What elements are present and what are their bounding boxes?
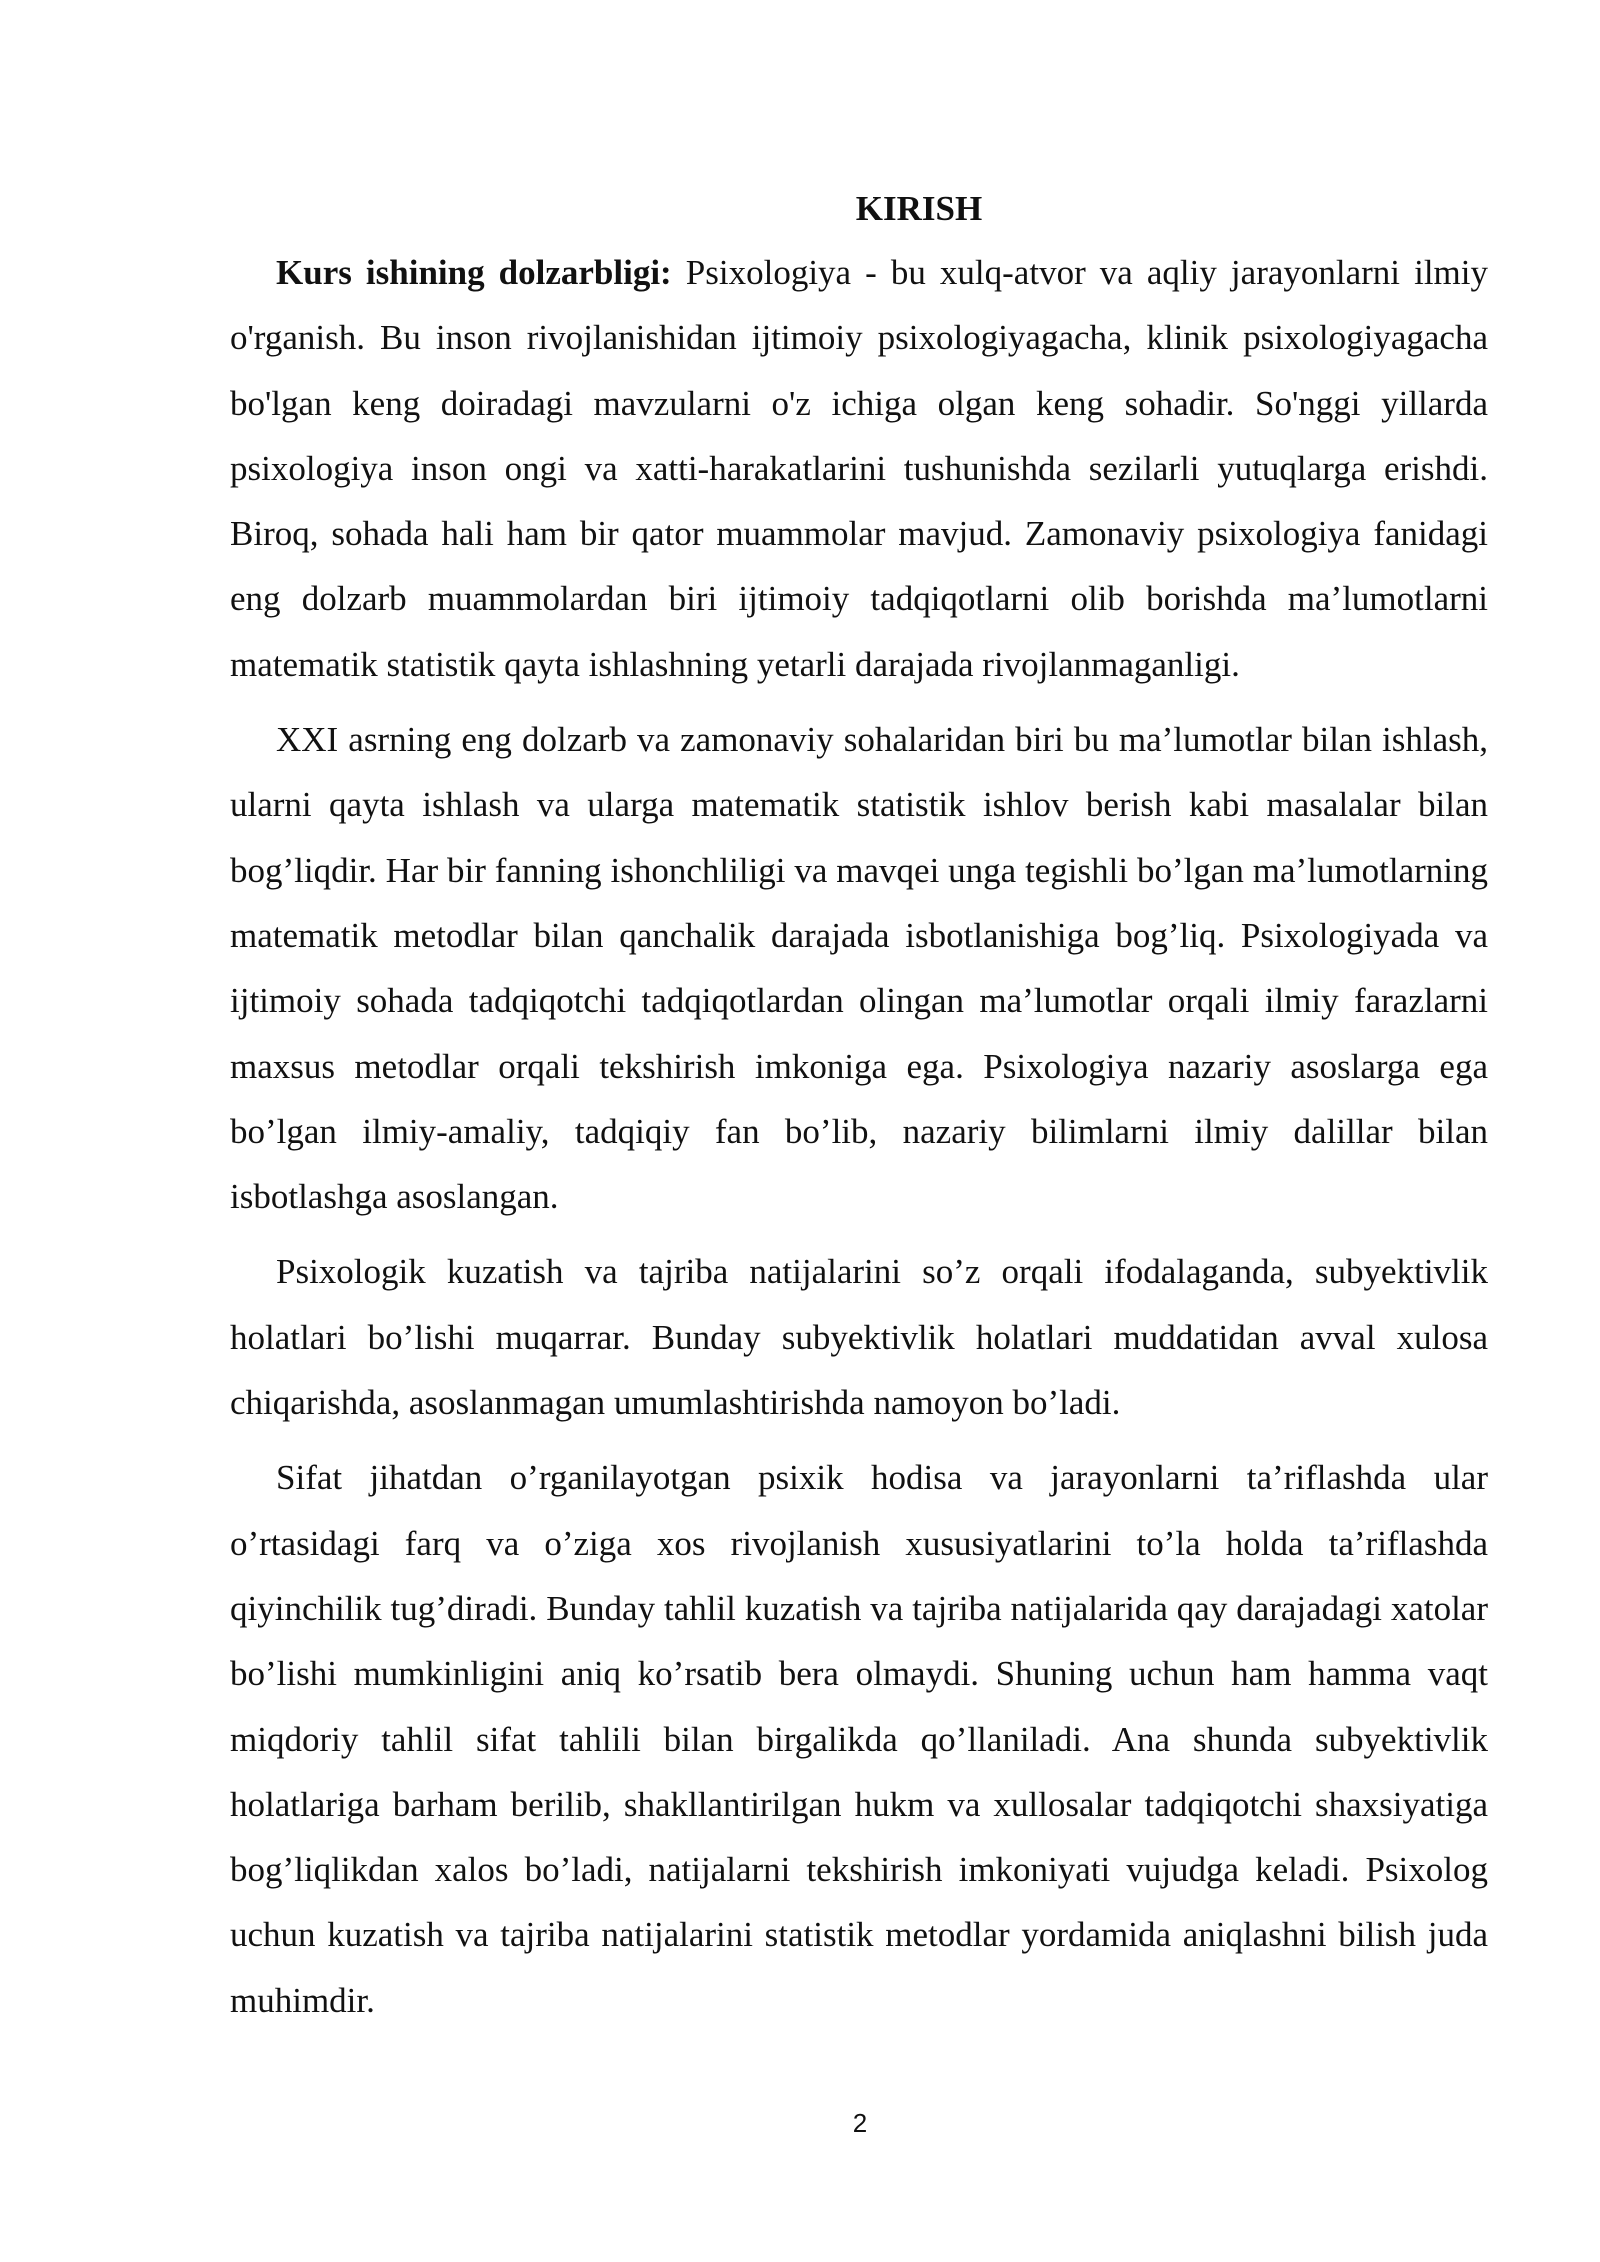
paragraph-text: Psixologik kuzatish va tajriba natijalarini so’z orqali ifodalaganda, subyektivlik holatlari bo’lishi muqarrar. Bunday subyektivlik holatlari muddatidan avval xulosa chiqarishda, asoslanmagan umumlashtirishda namoyon bo’ladi. bbox=[230, 1252, 1488, 1423]
paragraph-text: Psixologiya - bu xulq-atvor va aqliy jarayonlarni ilmiy o'rganish. Bu inson rivojlanishidan ijtimoiy psixologiyagacha, klinik psixologiyagacha bo'lgan keng doiradagi mavzularni o'z ichiga olgan keng sohadir. So'nggi yillarda psixologiya inson ongi va xatti-harakatlarini tushunishda sezilarli yutuqlarga erishdi. Biroq, sohada hali ham bir qator muammolar mavjud. Zamonaviy psixologiya fanidagi eng dolzarb muammolardan biri ijtimoiy tadqiqotlarni olib borishda ma’lumotlarni matematik statistik qayta ishlashning yetarli darajada rivojlanmaganligi. bbox=[230, 253, 1488, 684]
page-number: 2 bbox=[852, 2108, 868, 2138]
document-body bbox=[230, 186, 1488, 2043]
paragraph-text: XXI asrning eng dolzarb va zamonaviy sohalaridan biri bu ma’lumotlar bilan ishlash, ularni qayta ishlash va ularga matematik statistik ishlov berish kabi masalalar bilan bog’liqdir. Har bir fanning ishonchliligi va mavqei unga tegishli bo’lgan ma’lumotlarning matematik metodlar bilan qanchalik darajada isbotlanishiga bog’liq. Psixologiyada va ijtimoiy sohada tadqiqotchi tadqiqotlardan olingan ma’lumotlar orqali ilmiy farazlarni maxsus metodlar orqali tekshirish imkoniga ega. Psixologiya nazariy asoslarga ega bo’lgan ilmiy-amaliy, tadqiqiy fan bo’lib, nazariy bilimlarni ilmiy dalillar bilan isbotlashga asoslangan. bbox=[230, 720, 1488, 1217]
paragraph-text: Sifat jihatdan o’rganilayotgan psixik hodisa va jarayonlarni ta’riflashda ular o’rtasidagi farq va o’ziga xos rivojlanish xususiyatlarini to’la holda ta’riflashda qiyinchilik tug’diradi. Bunday tahlil kuzatish va tajriba natijalarida qay darajadagi xatolar bo’lishi mumkinligini aniq ko’rsatib bera olmaydi. Shuning uchun ham hamma vaqt miqdoriy tahlil sifat tahlili bilan birgalikda qo’llaniladi. Ana shunda subyektivlik holatlariga barham berilib, shakllantirilgan hukm va xullosalar tadqiqotchi shaxsiyatiga bog’liqlikdan xalos bo’ladi, natijalarni tekshirish imkoniyati vujudga keladi. Psixolog uchun kuzatish va tajriba natijalarini statistik metodlar yordamida aniqlashni bilish juda muhimdir. bbox=[230, 1458, 1488, 2020]
page-title: KIRISH bbox=[855, 189, 983, 228]
paragraph-quantitative-analysis bbox=[230, 1445, 1488, 2033]
paragraph-subjectivity bbox=[230, 1239, 1488, 1435]
paragraph-lead: Kurs ishining dolzarbligi: bbox=[276, 253, 672, 292]
paragraph-data-processing bbox=[230, 707, 1488, 1229]
paragraph-relevance bbox=[230, 240, 1488, 697]
